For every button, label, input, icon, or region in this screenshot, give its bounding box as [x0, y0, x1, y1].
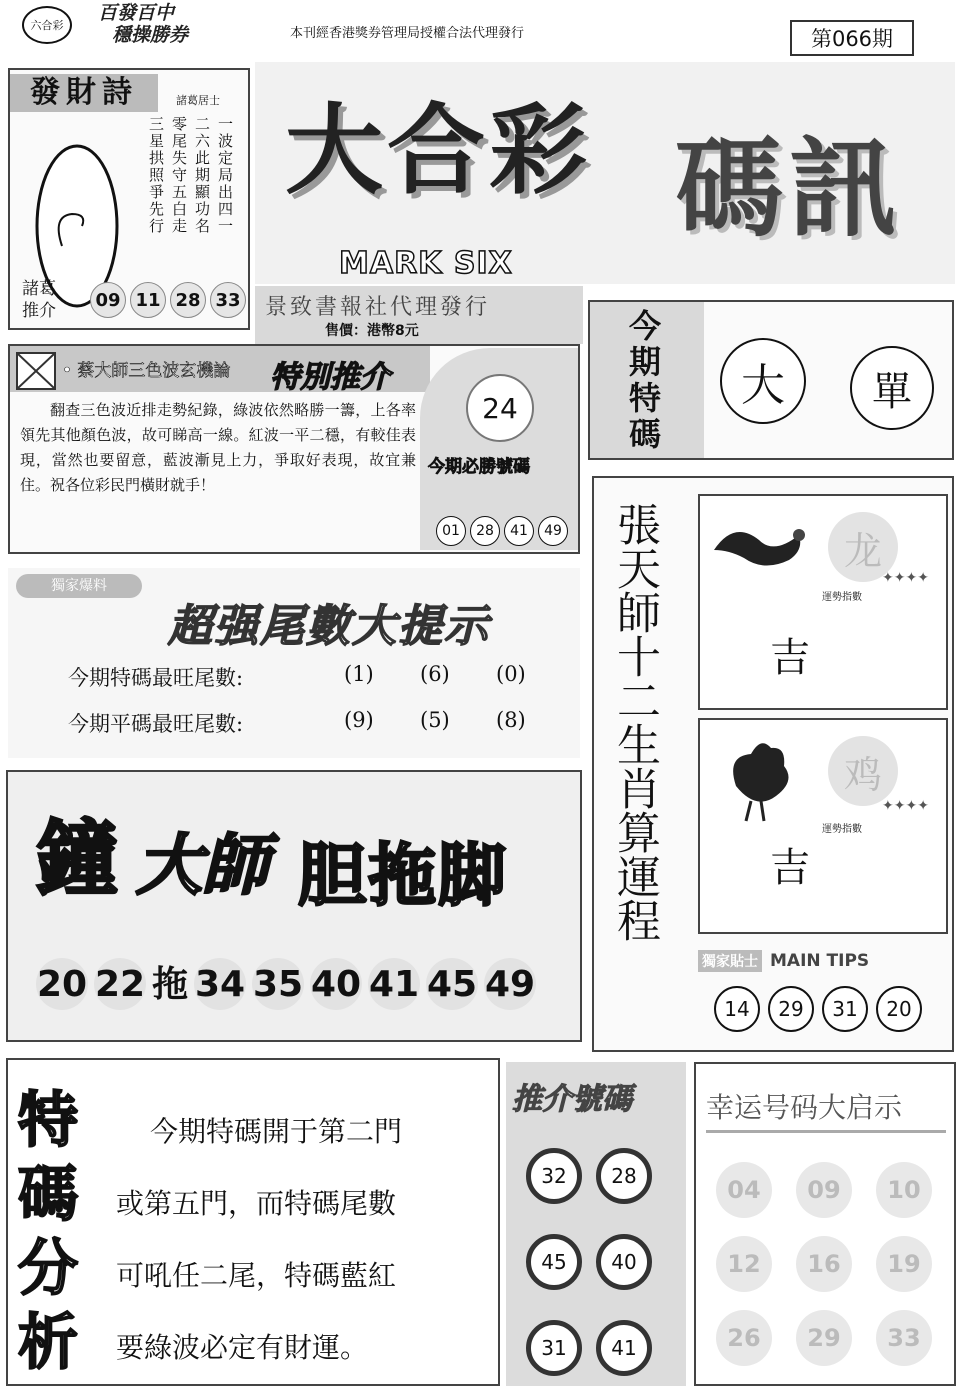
banker-item: 22: [94, 958, 146, 1010]
tail-row-label: 今期特碼最旺尾數:: [68, 666, 244, 690]
luck-stars: ✦✦✦✦: [882, 798, 929, 814]
zodiac-box: [592, 476, 954, 1052]
tail-value: (9): [344, 708, 374, 732]
poem-lines: [144, 116, 236, 276]
slogan-line-2: 穩操勝券: [112, 24, 189, 46]
license-notice: 本刊經香港獎券管理局授權合法代理發行: [290, 26, 525, 41]
poem-number: 28: [170, 282, 206, 318]
zodiac-sign-rooster: 鸡: [828, 736, 898, 806]
tail-value: (8): [496, 708, 526, 732]
banker-item: 34: [194, 958, 246, 1010]
featured-number: 24: [466, 374, 534, 442]
analysis-title-text: 特碼分析: [18, 1086, 78, 1378]
zodiac-card-rooster: [698, 718, 948, 934]
tail-value: (0): [496, 662, 526, 686]
mark-six-label: MARK SIX: [339, 246, 513, 281]
poem-number: 11: [130, 282, 166, 318]
lucky-numbers: [716, 1162, 956, 1366]
slogan-line-1: 百發百中: [98, 2, 175, 24]
special-pick-box: [8, 344, 580, 554]
lucky-number: 16: [796, 1236, 852, 1292]
lucky-number: 12: [716, 1236, 772, 1292]
banker-box: [6, 770, 582, 1042]
recommended-number: 28: [596, 1148, 652, 1204]
poem-title: 發財詩: [10, 74, 158, 112]
issue-number: 第066期: [790, 20, 914, 56]
poem-numbers: [90, 282, 246, 318]
tail-row: [68, 662, 556, 692]
zodiac-result-dragon: 吉: [770, 635, 810, 681]
logo-badge: [22, 6, 72, 44]
main-tips-header: [698, 948, 948, 974]
analysis-lines: [116, 1096, 496, 1384]
banker-title-a: 鐘: [36, 811, 119, 907]
big-indicator: 大: [720, 338, 806, 424]
tail-value: (6): [420, 662, 450, 686]
special-code-label-panel: [590, 302, 704, 458]
poem-line: 零尾失守五白走: [170, 116, 188, 235]
zodiac-result-rooster: 吉: [770, 845, 810, 891]
lucky-number: 04: [716, 1162, 772, 1218]
recommended-number: 32: [526, 1148, 582, 1204]
poem-number: 09: [90, 282, 126, 318]
must-win-numbers: [436, 516, 568, 546]
poem-author: 諸葛居士: [176, 94, 220, 107]
recommend-label: 諸葛推介: [22, 279, 56, 321]
special-badge: 特別推介: [270, 360, 390, 395]
publisher-strip: [255, 286, 583, 344]
dragon-icon: [704, 510, 814, 580]
analysis-line: 或第五門，而特碼尾數: [116, 1187, 397, 1220]
rooster-icon: [706, 726, 806, 826]
analysis-line: 今期特碼開于第二門: [150, 1115, 403, 1148]
tail-title: 超强尾數大提示: [168, 601, 490, 652]
tail-row: [68, 708, 556, 738]
lucky-number: 33: [876, 1310, 932, 1366]
analysis-title: [18, 1084, 86, 1380]
tail-row-label: 今期平碼最旺尾數:: [68, 712, 244, 736]
banker-item: 40: [310, 958, 362, 1010]
special-code-label: 今期特碼: [628, 307, 661, 453]
main-tips-numbers: [714, 986, 922, 1032]
banker-item: 20: [36, 958, 88, 1010]
main-tips-cn: 獨家貼士: [698, 950, 762, 972]
slogan: [98, 2, 238, 46]
lucky-title: 幸运号码大启示: [706, 1091, 903, 1124]
featured-number-panel: [420, 348, 578, 550]
banker-drag: 拖: [152, 963, 189, 1005]
special-pick-title: • 蔡大師三色波玄機論: [62, 361, 231, 381]
banker-item: 35: [252, 958, 304, 1010]
recommended-number: 41: [596, 1320, 652, 1376]
lucky-number: 09: [796, 1162, 852, 1218]
banker-title-c: 胆拖脚: [298, 836, 509, 916]
check-box-icon: [16, 352, 56, 390]
analysis-line: 可吼任二尾，特碼藍紅: [116, 1259, 397, 1292]
agent-text: 景致書報社代理發行: [265, 295, 491, 320]
poem-box: [8, 68, 250, 330]
poem-line: 二六此期顯功名: [193, 116, 211, 235]
main-tip-number: 31: [822, 986, 868, 1032]
poem-number: 33: [210, 282, 246, 318]
tail-value: (5): [420, 708, 450, 732]
analysis-box: [6, 1058, 500, 1386]
lucky-box: [694, 1062, 956, 1386]
recommended-number: 45: [526, 1234, 582, 1290]
lucky-number: 29: [796, 1310, 852, 1366]
banker-item: 45: [426, 958, 478, 1010]
zodiac-card-dragon: [698, 494, 948, 710]
recommended-title: 推介號碼: [512, 1082, 632, 1117]
special-code-box: [588, 300, 954, 460]
masthead-title: 大合彩: [285, 94, 592, 208]
luck-label: 運勢指數: [822, 592, 862, 603]
masthead-subtitle: 碼訊: [675, 127, 904, 252]
lucky-number: 10: [876, 1162, 932, 1218]
masthead: [255, 62, 955, 284]
odd-indicator: 單: [850, 346, 934, 430]
lucky-number: 19: [876, 1236, 932, 1292]
must-win-number: 01: [436, 516, 466, 546]
zodiac-title-text: 張天師十二生肖算運程: [609, 502, 660, 942]
tail-value: (1): [344, 662, 374, 686]
banker-item: 49: [484, 958, 536, 1010]
must-win-number: 49: [538, 516, 568, 546]
main-tip-number: 29: [768, 986, 814, 1032]
banker-item: 41: [368, 958, 420, 1010]
poem-line: 一波定局出四一: [216, 116, 234, 235]
analysis-line: 要綠波必定有財運。: [116, 1331, 369, 1364]
must-win-label: 今期必勝號碼: [428, 457, 530, 477]
exclusive-tag: 獨家爆料: [16, 574, 142, 598]
luck-label: 運勢指數: [822, 824, 862, 835]
zodiac-title: [604, 502, 664, 942]
zodiac-sign-dragon: 龙: [828, 512, 898, 582]
luck-stars: ✦✦✦✦: [882, 570, 929, 586]
price-text: 售價：港幣8元: [325, 323, 419, 339]
lucky-number: 26: [716, 1310, 772, 1366]
special-pick-text: 翻查三色波近排走勢紀錄，綠波依然略勝一籌，上各率領先其他顏色波，故可睇高一線。紅波一平二穩，有較佳表現，當然也要留意，藍波漸見上力，爭取好表現，故宜兼住。祝各位彩民門橫財就手！: [20, 401, 416, 494]
main-tip-number: 20: [876, 986, 922, 1032]
main-tips-en: MAIN TIPS: [770, 951, 870, 971]
logo-text: 六合彩: [30, 19, 64, 32]
poem-line: 三星拱照爭先行: [147, 116, 165, 235]
header-bar: [0, 0, 961, 55]
main-tip-number: 14: [714, 986, 760, 1032]
must-win-number: 41: [504, 516, 534, 546]
recommended-numbers: [526, 1148, 676, 1376]
banker-numbers: [36, 958, 536, 1010]
must-win-number: 28: [470, 516, 500, 546]
recommended-number: 31: [526, 1320, 582, 1376]
recommended-number: 40: [596, 1234, 652, 1290]
tail-numbers-box: [8, 568, 580, 758]
lucky-underline: [706, 1130, 946, 1133]
recommended-box: [506, 1062, 686, 1386]
banker-title-b: 大師: [136, 826, 268, 904]
